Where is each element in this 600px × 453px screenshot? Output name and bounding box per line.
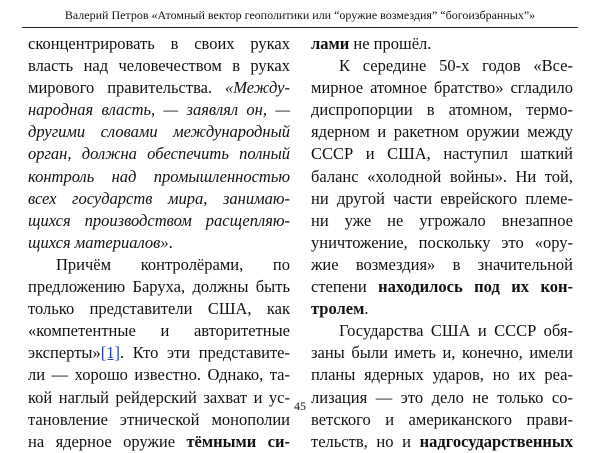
text-line: ни уже не угрожало внезапное: [311, 210, 573, 230]
bold-segment: тролем: [311, 299, 365, 319]
quote-line: народная власть, — заявлял он, —: [28, 100, 290, 120]
running-header: Валерий Петров «Атомный вектор геополитики или “оружие возмездия” “богоизбранных”»: [64, 8, 536, 22]
text-segment: на ядерное оружие: [28, 431, 187, 451]
text-line: [28, 77, 290, 99]
text-line: предложению Баруха, должны быть: [28, 277, 290, 297]
text-line: только представители США, как: [28, 299, 290, 319]
footnote-link[interactable]: [1]: [100, 343, 120, 363]
text-line: [311, 298, 573, 320]
quote-segment: «Между-: [225, 78, 290, 98]
text-line: ветского и американского прави-: [311, 409, 573, 429]
page-number: 45: [294, 399, 306, 413]
text-segment: не прошёл.: [349, 34, 432, 53]
text-line: власть над человечеством в руках: [28, 56, 290, 76]
text-segment: . Кто эти представите-: [120, 343, 290, 363]
text-line: ли — хорошо известно. Однако, та-: [28, 365, 290, 385]
text-segment: тельств, но и: [311, 431, 420, 451]
text-line: [28, 431, 290, 453]
text-line: ядерном и ракетном оружии между: [311, 122, 573, 142]
text-line: планы ядерных ударов, но их реа-: [311, 365, 573, 385]
quote-line: орган, должна обеспечить полный: [28, 144, 290, 164]
text-segment: степени: [311, 277, 379, 297]
quote-line: щихся производством расщепляю-: [28, 210, 290, 230]
text-line: заны были иметь и, конечно, имели: [311, 343, 573, 363]
text-line: [28, 232, 290, 254]
quote-segment: щихся материалов»: [28, 232, 169, 252]
paragraph-start: К середине 50-х годов «Все-: [339, 56, 573, 76]
text-segment: мирового правительства.: [28, 78, 226, 98]
quote-line: всех государств мира, занимаю-: [28, 188, 290, 208]
text-line: уничтожение, поскольку это «ору-: [311, 232, 573, 252]
header-divider: [22, 27, 578, 28]
paragraph-start: Причём контролёрами, по: [56, 254, 290, 274]
text-segment: .: [364, 299, 369, 319]
paragraph-start: Государства США и СССР обя-: [339, 321, 573, 341]
bold-segment: надгосударственных: [419, 431, 573, 451]
text-segment: эксперты»: [28, 343, 101, 363]
text-line: кой наглый рейдерский захват и ус-: [28, 387, 290, 407]
text-line: мирное атомное братство» сгладило: [311, 78, 573, 98]
text-line: «компетентные и авторитетные: [28, 321, 290, 341]
text-line: [28, 342, 290, 364]
text-line: жие возмездия» в значительной: [311, 254, 573, 274]
text-line: баланс «холодной войны». Ни той,: [311, 166, 573, 186]
bold-segment: лами: [311, 34, 350, 53]
right-column: [311, 33, 573, 451]
quote-line: контроль над промышленностью: [28, 166, 290, 186]
text-line: СССР и США, наступил шаткий: [311, 144, 573, 164]
text-line: [311, 431, 573, 453]
text-line: лизация — это дело не только со-: [311, 387, 573, 407]
text-line: сконцентрировать в своих руках: [28, 34, 290, 53]
text-line: [311, 33, 573, 55]
quote-line: другими словами международный: [28, 122, 290, 142]
text-line: [311, 276, 573, 298]
bold-segment: тёмными си-: [186, 431, 290, 451]
text-line: ни другой части еврейского племе-: [311, 188, 573, 208]
bold-segment: находилось под их кон-: [378, 277, 573, 297]
text-segment: .: [168, 232, 173, 252]
left-column: [28, 33, 290, 451]
text-line: тановление этнической монополии: [28, 409, 290, 429]
text-line: диспропорции в атомном, термо-: [311, 100, 573, 120]
